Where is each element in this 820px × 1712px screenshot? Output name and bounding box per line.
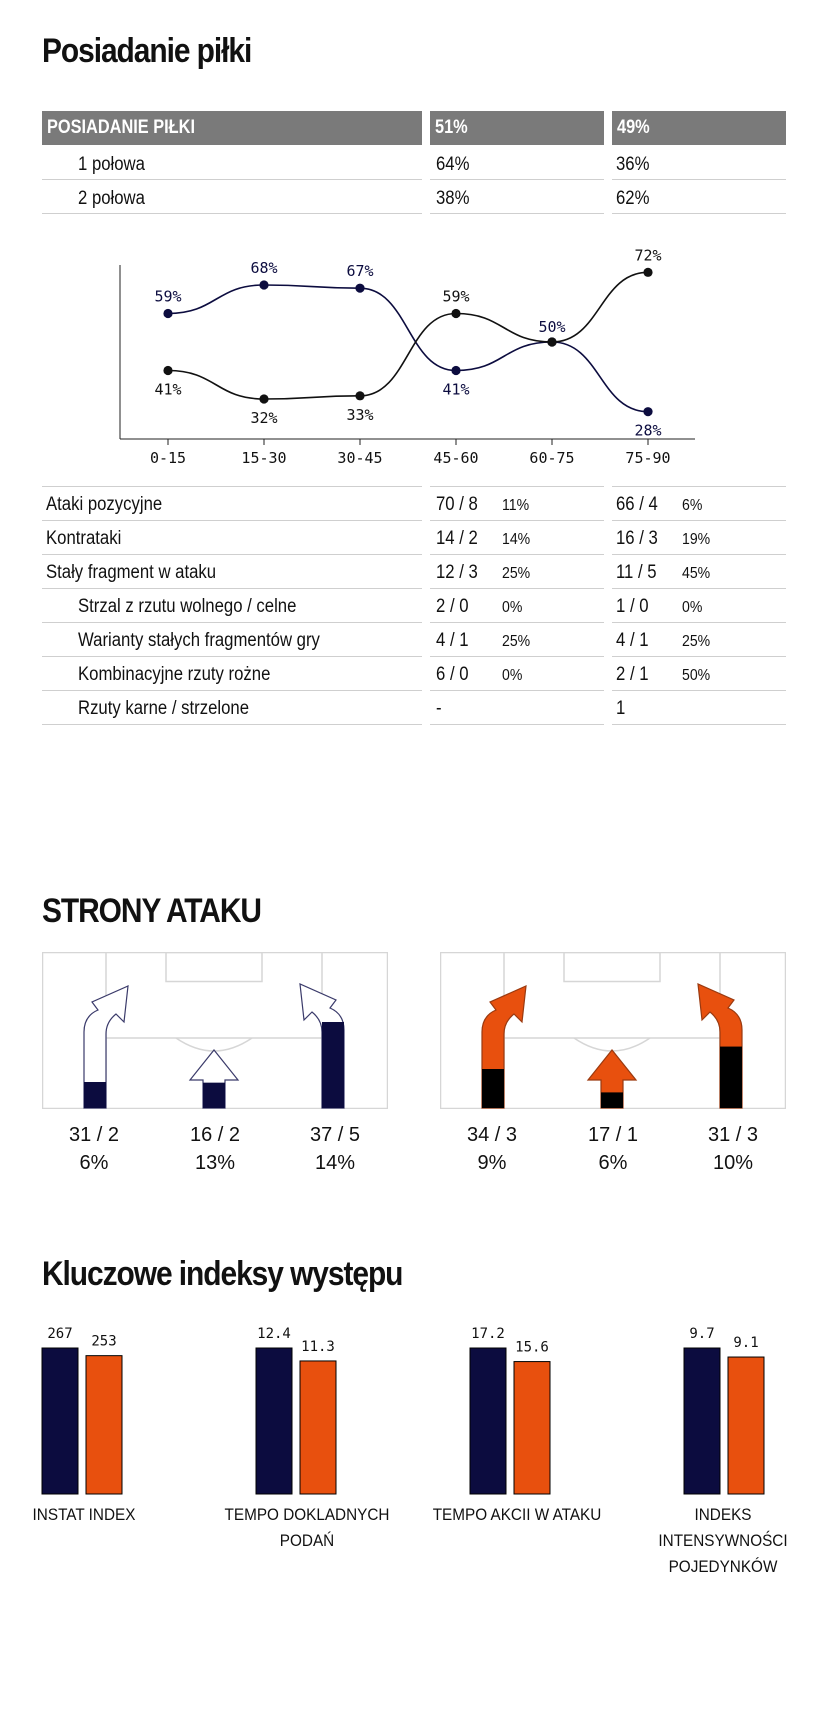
data-point [163, 366, 172, 375]
side-count: 16 / 2 [189, 1124, 241, 1146]
index-value-team2: 15.6 [515, 1339, 549, 1356]
data-label: 41% [154, 380, 182, 399]
indexes-title: Kluczowe indeksy występu [42, 1255, 403, 1293]
stat-team1-pct: 0% [502, 599, 523, 616]
row-divider [42, 213, 422, 214]
row-divider [42, 690, 422, 691]
row-divider [612, 656, 786, 657]
stat-team2-value: 2 / 1 [616, 664, 649, 685]
data-point [355, 284, 364, 293]
row-divider [430, 622, 604, 623]
row-divider [612, 520, 786, 521]
row-divider [430, 554, 604, 555]
data-label: 32% [250, 409, 278, 427]
index-label-line: TEMPO DOKLADNYCH [224, 1505, 390, 1524]
key-indexes-bar-chart [0, 1310, 820, 1510]
row-divider [430, 179, 604, 180]
row-divider [42, 622, 422, 623]
data-point [451, 309, 460, 318]
attack-bar-center [601, 1092, 623, 1108]
possession-team2-value: 49% [617, 117, 650, 138]
row-divider [612, 724, 786, 725]
index-value-team1: 17.2 [471, 1326, 505, 1342]
half-label: 1 połowa [78, 154, 145, 175]
data-point [259, 394, 268, 403]
row-divider [430, 588, 604, 589]
half-team1-value: 64% [436, 154, 470, 175]
row-divider [612, 554, 786, 555]
index-bar-team1 [684, 1348, 720, 1494]
side-count: 37 / 5 [309, 1124, 361, 1146]
side-pct: 14% [314, 1152, 356, 1174]
stat-label: Kontrataki [46, 528, 122, 549]
stat-team1-value: 70 / 8 [436, 494, 478, 515]
possession-team1-header [430, 111, 604, 145]
team2-attack-sides-pitch [440, 952, 786, 1109]
x-tick-label: 45-60 [433, 449, 479, 467]
data-label: 68% [250, 259, 278, 277]
stat-label: Kombinacyjne rzuty rożne [78, 664, 271, 685]
x-tick-label: 60-75 [529, 449, 575, 467]
index-label-line: INSTAT INDEX [32, 1505, 136, 1524]
possession-header-label: POSIADANIE PIŁKI [47, 117, 195, 138]
index-label-line: POJEDYNKÓW [668, 1557, 778, 1576]
data-label: 72% [634, 246, 662, 265]
row-divider [430, 724, 604, 725]
index-bar-team1 [470, 1348, 506, 1494]
half-label: 2 połowa [78, 188, 145, 209]
row-divider [612, 179, 786, 180]
index-label-line: INDEKS INTENSYWNOŚCI [658, 1505, 788, 1550]
possession-header [42, 111, 422, 145]
row-divider [42, 520, 422, 521]
row-divider [42, 554, 422, 555]
row-divider [430, 520, 604, 521]
possession-team1-value: 51% [435, 117, 468, 138]
index-value-team2: 9.1 [733, 1335, 759, 1352]
data-label: 33% [346, 405, 374, 424]
series-line-1 [168, 285, 648, 412]
stat-label: Rzuty karne / strzelone [78, 698, 249, 719]
index-label-line: TEMPO AKCII W ATAKU [432, 1505, 602, 1524]
stat-label: Strzal z rzutu wolnego / celne [78, 596, 297, 617]
index-label-line: PODAŃ [279, 1531, 335, 1550]
index-value-team1: 12.4 [257, 1326, 291, 1342]
row-divider [430, 486, 604, 487]
data-label: 59% [154, 287, 182, 306]
side-count: 31 / 3 [707, 1124, 759, 1146]
x-tick-label: 30-45 [337, 449, 383, 467]
data-point [259, 280, 268, 289]
side-label-team1-center [165, 1121, 265, 1177]
possession-line-chart [0, 230, 820, 480]
data-label: 28% [634, 421, 662, 440]
half-team2-value: 62% [616, 188, 650, 209]
row-divider [612, 213, 786, 214]
stat-team1-pct: 11% [502, 497, 530, 514]
side-label-team2-left [442, 1121, 542, 1177]
index-label [432, 1502, 603, 1528]
stat-team2-pct: 6% [682, 497, 703, 514]
attack-bar-right [720, 1047, 742, 1108]
stat-team2-value: 11 / 5 [616, 562, 657, 583]
index-bar-team2 [728, 1357, 764, 1494]
team1-attack-sides-pitch [42, 952, 388, 1109]
index-label [638, 1502, 809, 1580]
index-bar-team1 [42, 1348, 78, 1494]
data-label: 67% [346, 262, 374, 281]
stat-team2-value: 1 / 0 [616, 596, 649, 617]
row-divider [612, 588, 786, 589]
row-divider [430, 213, 604, 214]
index-value-team1: 267 [47, 1326, 73, 1342]
side-pct: 6% [79, 1152, 109, 1174]
stat-team2-value: 4 / 1 [616, 630, 649, 651]
row-divider [42, 486, 422, 487]
attack-bar-center [203, 1083, 225, 1108]
stat-team1-value: 4 / 1 [436, 630, 469, 651]
row-divider [430, 656, 604, 657]
side-pct: 13% [194, 1152, 236, 1174]
stat-team1-value: 2 / 0 [436, 596, 469, 617]
data-point [355, 391, 364, 400]
data-point [643, 407, 652, 416]
side-label-team2-right [683, 1121, 783, 1177]
stat-team2-pct: 19% [682, 531, 711, 548]
row-divider [42, 588, 422, 589]
data-point [163, 309, 172, 318]
row-divider [612, 690, 786, 691]
row-divider [42, 656, 422, 657]
stat-team1-value: 6 / 0 [436, 664, 469, 685]
stat-team2-value: 1 [616, 698, 626, 719]
row-divider [612, 486, 786, 487]
stat-label: Ataki pozycyjne [46, 494, 163, 515]
stat-team1-value: - [436, 698, 442, 719]
half-team1-value: 38% [436, 188, 470, 209]
sides-title: STRONY ATAKU [42, 892, 261, 930]
stat-team1-value: 12 / 3 [436, 562, 478, 583]
stat-label: Warianty stałych fragmentów gry [78, 630, 320, 651]
x-tick-label: 0-15 [149, 449, 187, 467]
side-count: 31 / 2 [68, 1124, 120, 1146]
stat-team1-pct: 14% [502, 531, 531, 548]
stat-team1-pct: 25% [502, 633, 531, 650]
index-value-team1: 9.7 [689, 1326, 715, 1342]
stat-team2-pct: 0% [682, 599, 703, 616]
side-count: 34 / 3 [466, 1124, 518, 1146]
stat-team2-pct: 25% [682, 633, 711, 650]
index-bar-team2 [514, 1362, 550, 1494]
series-line-2 [168, 272, 648, 399]
stat-team2-pct: 45% [682, 565, 711, 582]
row-divider [42, 724, 422, 725]
side-pct: 9% [477, 1152, 507, 1174]
index-value-team2: 11.3 [301, 1338, 335, 1355]
row-divider [42, 179, 422, 180]
stat-label: Stały fragment w ataku [46, 562, 217, 583]
data-label: 59% [442, 287, 470, 306]
stat-team2-value: 66 / 4 [616, 494, 658, 515]
side-label-team2-center [563, 1121, 663, 1177]
index-label [12, 1502, 156, 1528]
data-label: 41% [442, 380, 470, 399]
stat-team1-pct: 25% [502, 565, 531, 582]
side-count: 17 / 1 [587, 1124, 639, 1146]
stat-team1-value: 14 / 2 [436, 528, 478, 549]
row-divider [430, 690, 604, 691]
attack-bar-right [322, 1022, 344, 1108]
index-bar-team1 [256, 1348, 292, 1494]
stat-team2-pct: 50% [682, 667, 711, 684]
data-point [547, 337, 556, 346]
x-tick-label: 75-90 [625, 449, 671, 467]
row-divider [612, 622, 786, 623]
index-bar-team2 [300, 1361, 336, 1494]
page-title: Posiadanie piłki [42, 32, 252, 70]
attack-bar-left [482, 1069, 504, 1108]
side-label-team1-right [285, 1121, 385, 1177]
possession-team2-header [612, 111, 786, 145]
stat-team2-value: 16 / 3 [616, 528, 658, 549]
x-tick-label: 15-30 [241, 449, 287, 467]
side-pct: 10% [712, 1152, 754, 1174]
index-label [222, 1502, 393, 1554]
data-point [643, 268, 652, 277]
data-label: 50% [538, 318, 566, 336]
half-team2-value: 36% [616, 154, 650, 175]
index-bar-team2 [86, 1356, 122, 1494]
side-label-team1-left [44, 1121, 144, 1177]
side-pct: 6% [598, 1152, 628, 1174]
attack-bar-left [84, 1082, 106, 1108]
stat-team1-pct: 0% [502, 667, 523, 684]
data-point [451, 366, 460, 375]
index-value-team2: 253 [91, 1333, 117, 1350]
